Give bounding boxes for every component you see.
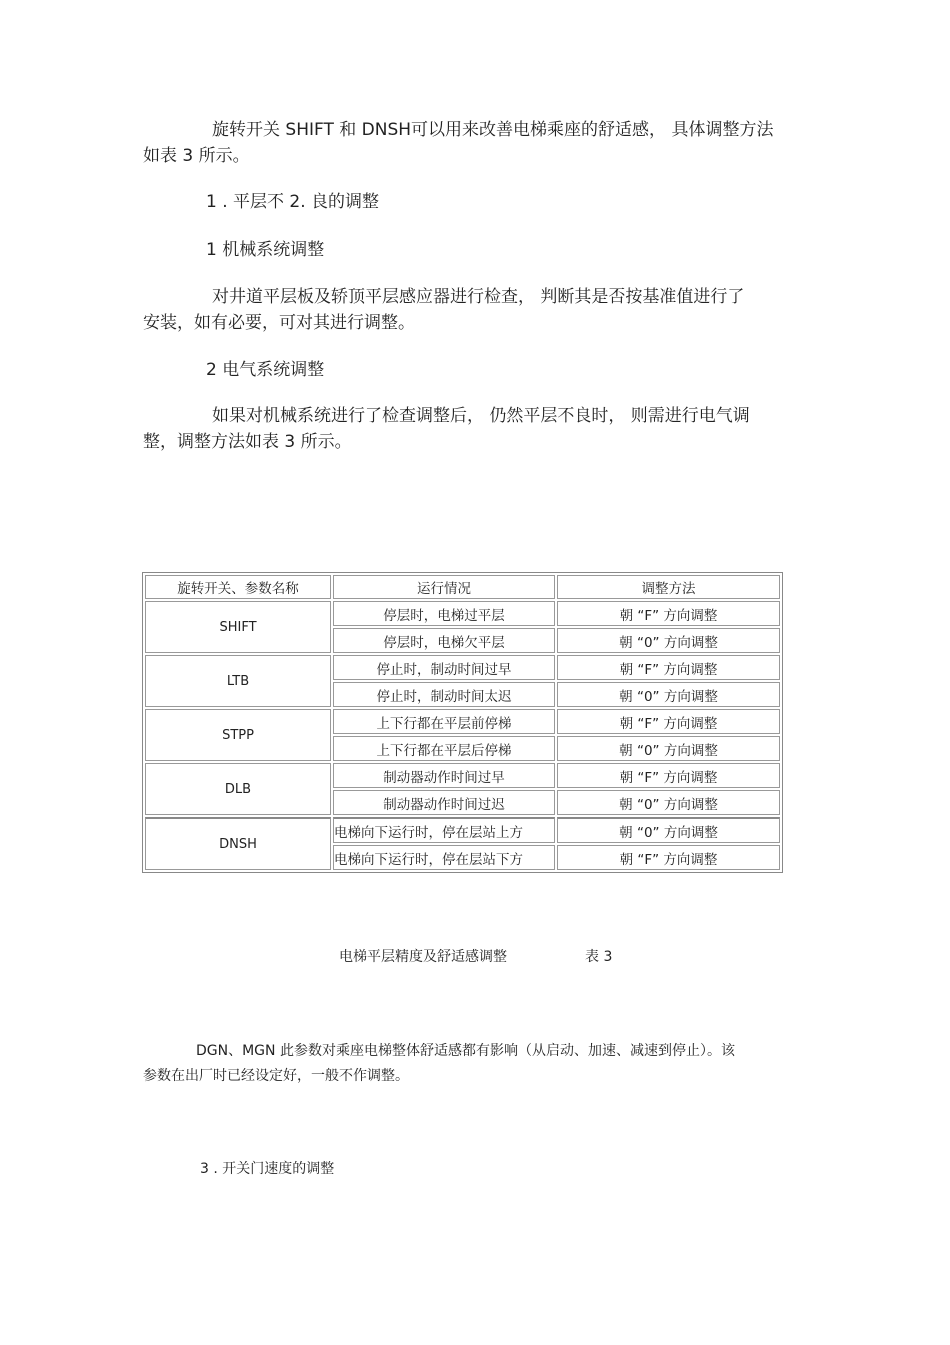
- situation-cell: 制动器动作时间过早: [333, 763, 555, 788]
- situation-cell: 电梯向下运行时，停在层站上方: [333, 817, 555, 843]
- paragraph-3-line-2: 整，调整方法如表 3 所示。: [143, 432, 352, 452]
- situation-cell: 停止时，制动时间太迟: [333, 682, 555, 707]
- method-cell: 朝 “F” 方向调整: [557, 845, 780, 870]
- table-row: [145, 709, 780, 734]
- section-heading-3: 3 . 开关门速度的调整: [200, 1161, 335, 1177]
- situation-cell: 电梯向下运行时，停在层站下方: [333, 845, 555, 870]
- method-cell: 朝 “0” 方向调整: [557, 628, 780, 653]
- table-caption-number: 表 3: [585, 949, 613, 965]
- dgn-note-line-2: 参数在出厂时已经设定好，一般不作调整。: [143, 1068, 409, 1084]
- subheading-mechanical: 1 机械系统调整: [206, 240, 325, 260]
- dgn-note-line-1: DGN、MGN 此参数对乘座电梯整体舒适感都有影响（从启动、加速、减速到停止）。该: [196, 1043, 735, 1059]
- method-cell: 朝 “0” 方向调整: [557, 817, 780, 843]
- paragraph-2-line-1: 对井道平层板及轿顶平层感应器进行检查， 判断其是否按基准值进行了: [212, 287, 745, 307]
- header-method: 调整方法: [557, 575, 780, 599]
- header-situation: 运行情况: [333, 575, 555, 599]
- param-name-cell: STPP: [145, 709, 331, 761]
- situation-cell: 上下行都在平层后停梯: [333, 736, 555, 761]
- paragraph-3-line-1: 如果对机械系统进行了检查调整后， 仍然平层不良时， 则需进行电气调: [212, 406, 750, 426]
- table-row: [145, 655, 780, 680]
- section-heading-1: 1 . 平层不 2. 良的调整: [206, 192, 380, 212]
- paragraph-1-line-2: 如表 3 所示。: [143, 146, 250, 166]
- param-name-cell: DLB: [145, 763, 331, 815]
- table-row: [145, 763, 780, 788]
- table-caption-title: 电梯平层精度及舒适感调整: [339, 949, 507, 965]
- method-cell: 朝 “F” 方向调整: [557, 709, 780, 734]
- param-name-cell: SHIFT: [145, 601, 331, 653]
- situation-cell: 停层时，电梯欠平层: [333, 628, 555, 653]
- subheading-electrical: 2 电气系统调整: [206, 360, 325, 380]
- method-cell: 朝 “F” 方向调整: [557, 763, 780, 788]
- paragraph-2-line-2: 安装，如有必要，可对其进行调整。: [143, 313, 415, 333]
- table-row: [145, 817, 780, 843]
- table-row: [145, 601, 780, 626]
- method-cell: 朝 “F” 方向调整: [557, 601, 780, 626]
- table-header-row: [145, 575, 780, 599]
- situation-cell: 制动器动作时间过迟: [333, 790, 555, 815]
- situation-cell: 上下行都在平层前停梯: [333, 709, 555, 734]
- adjustment-table: [142, 572, 783, 873]
- method-cell: 朝 “F” 方向调整: [557, 655, 780, 680]
- method-cell: 朝 “0” 方向调整: [557, 682, 780, 707]
- param-name-cell: DNSH: [145, 817, 331, 870]
- situation-cell: 停层时，电梯过平层: [333, 601, 555, 626]
- method-cell: 朝 “0” 方向调整: [557, 736, 780, 761]
- param-name-cell: LTB: [145, 655, 331, 707]
- header-param-name: 旋转开关、参数名称: [145, 575, 331, 599]
- paragraph-1-line-1: 旋转开关 SHIFT 和 DNSH可以用来改善电梯乘座的舒适感， 具体调整方法: [212, 120, 774, 140]
- situation-cell: 停止时，制动时间过早: [333, 655, 555, 680]
- method-cell: 朝 “0” 方向调整: [557, 790, 780, 815]
